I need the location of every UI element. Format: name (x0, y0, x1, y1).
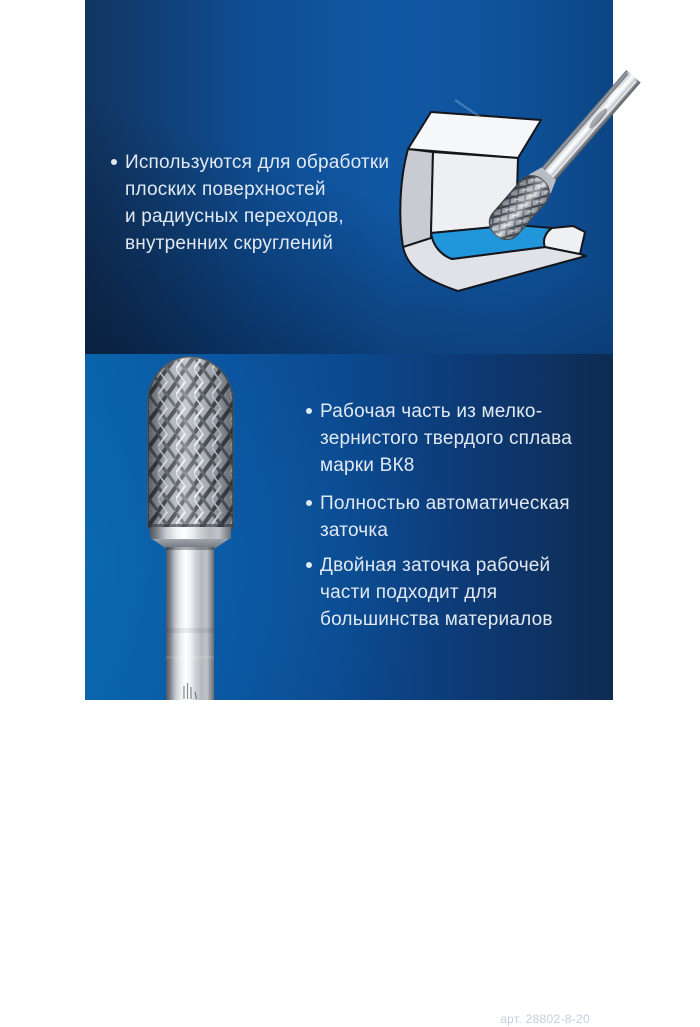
bullet-line: заточка (320, 520, 389, 541)
bottom-section (85, 354, 613, 1026)
bullet-dot (306, 500, 312, 506)
bullet-line: марки ВК8 (320, 455, 415, 476)
bullet-dot (306, 408, 312, 414)
top-bullet (125, 149, 389, 257)
feature-bullet (320, 552, 553, 633)
feature-bullet (320, 398, 572, 479)
bullet-line: зернистого твердого сплава (320, 428, 573, 449)
corner-machining-illustration (395, 80, 613, 302)
bullet-line: Полностью автоматическая (320, 493, 570, 514)
article-number: арт. 28802-8-20 (500, 1012, 590, 1026)
bullet-line: Рабочая часть из мелко- (320, 401, 543, 422)
bullet-line: и радиусных переходов, (125, 206, 344, 227)
bullet-line: плоских поверхностей (125, 179, 326, 200)
bullet-line: Двойная заточка рабочей (320, 555, 551, 576)
bullet-dot (111, 159, 117, 165)
burr-head-photo (148, 357, 233, 549)
bullet-line: Используются для обработки (125, 152, 390, 173)
workpiece-top-face (408, 112, 541, 158)
top-section (85, 0, 613, 354)
bullet-line: части подходит для (320, 582, 498, 603)
burr-product-photo (140, 356, 240, 700)
bullet-dot (306, 562, 312, 568)
feature-bullet (320, 490, 570, 544)
bullet-line: внутренних скруглений (125, 233, 334, 254)
burr-base-band (150, 527, 231, 539)
bullet-line: большинства материалов (320, 609, 553, 630)
burr-shank-photo (166, 547, 214, 700)
workpiece-left-face (400, 149, 433, 247)
product-image (85, 0, 613, 1026)
